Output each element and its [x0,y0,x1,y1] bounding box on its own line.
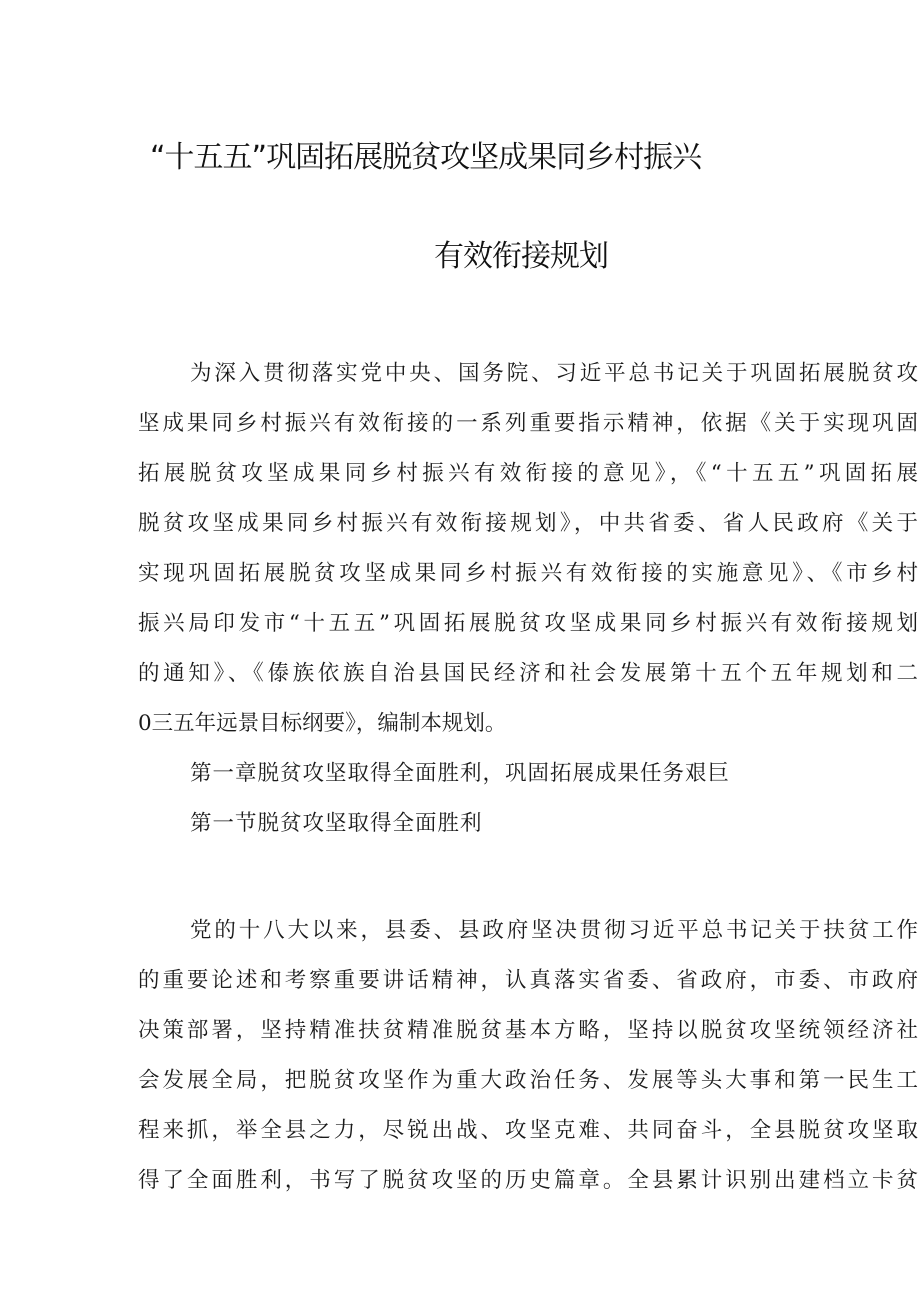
section-heading: 第一节脱贫攻坚取得全面胜利 [190,811,483,836]
body-paragraph-line: 的重要论述和考察重要讲话精神，认真落实省委、省政府，市委、市政府 [138,968,918,993]
intro-paragraph-line: 脱贫攻坚成果同乡村振兴有效衔接规划》，中共省委、省人民政府《关于 [138,511,918,536]
body-paragraph-line: 程来抓，举全县之力，尽锐出战、攻坚克难、共同奋斗，全县脱贫攻坚取 [138,1118,918,1143]
document-title-line-2: 有效衔接规划 [434,239,608,274]
intro-paragraph-line: 坚成果同乡村振兴有效衔接的一系列重要指示精神，依据《关于实现巩固 [138,411,918,436]
body-paragraph-line: 决策部署，坚持精准扶贫精准脱贫基本方略，坚持以脱贫攻坚统领经济社 [138,1018,918,1043]
intro-paragraph-line: 实现巩固拓展脱贫攻坚成果同乡村振兴有效衔接的实施意见》、《市乡村 [138,561,918,586]
body-paragraph-line: 会发展全局，把脱贫攻坚作为重大政治任务、发展等头大事和第一民生工 [138,1068,918,1093]
chapter-heading: 第一章脱贫攻坚取得全面胜利，巩固拓展成果任务艰巨 [190,761,731,786]
intro-paragraph-line: 振兴局印发市“十五五”巩固拓展脱贫攻坚成果同乡村振兴有效衔接规划 [138,611,918,636]
body-paragraph-line: 党的十八大以来，县委、县政府坚决贯彻习近平总书记关于扶贫工作 [190,918,918,943]
document-title-line-1: “十五五”巩固拓展脱贫攻坚成果同乡村振兴 [150,140,702,175]
intro-paragraph-line: 拓展脱贫攻坚成果同乡村振兴有效衔接的意见》，《“十五五”巩固拓展 [138,461,918,486]
intro-paragraph-line: 的通知》、《傣族依族自治县国民经济和社会发展第十五个五年规划和二 [138,661,918,686]
intro-paragraph-line: 为深入贯彻落实党中央、国务院、习近平总书记关于巩固拓展脱贫攻 [190,361,918,386]
body-paragraph-line: 得了全面胜利，书写了脱贫攻坚的历史篇章。全县累计识别出建档立卡贫 [138,1168,918,1193]
intro-paragraph-line: 0三五年远景目标纲要》，编制本规划。 [138,711,507,736]
